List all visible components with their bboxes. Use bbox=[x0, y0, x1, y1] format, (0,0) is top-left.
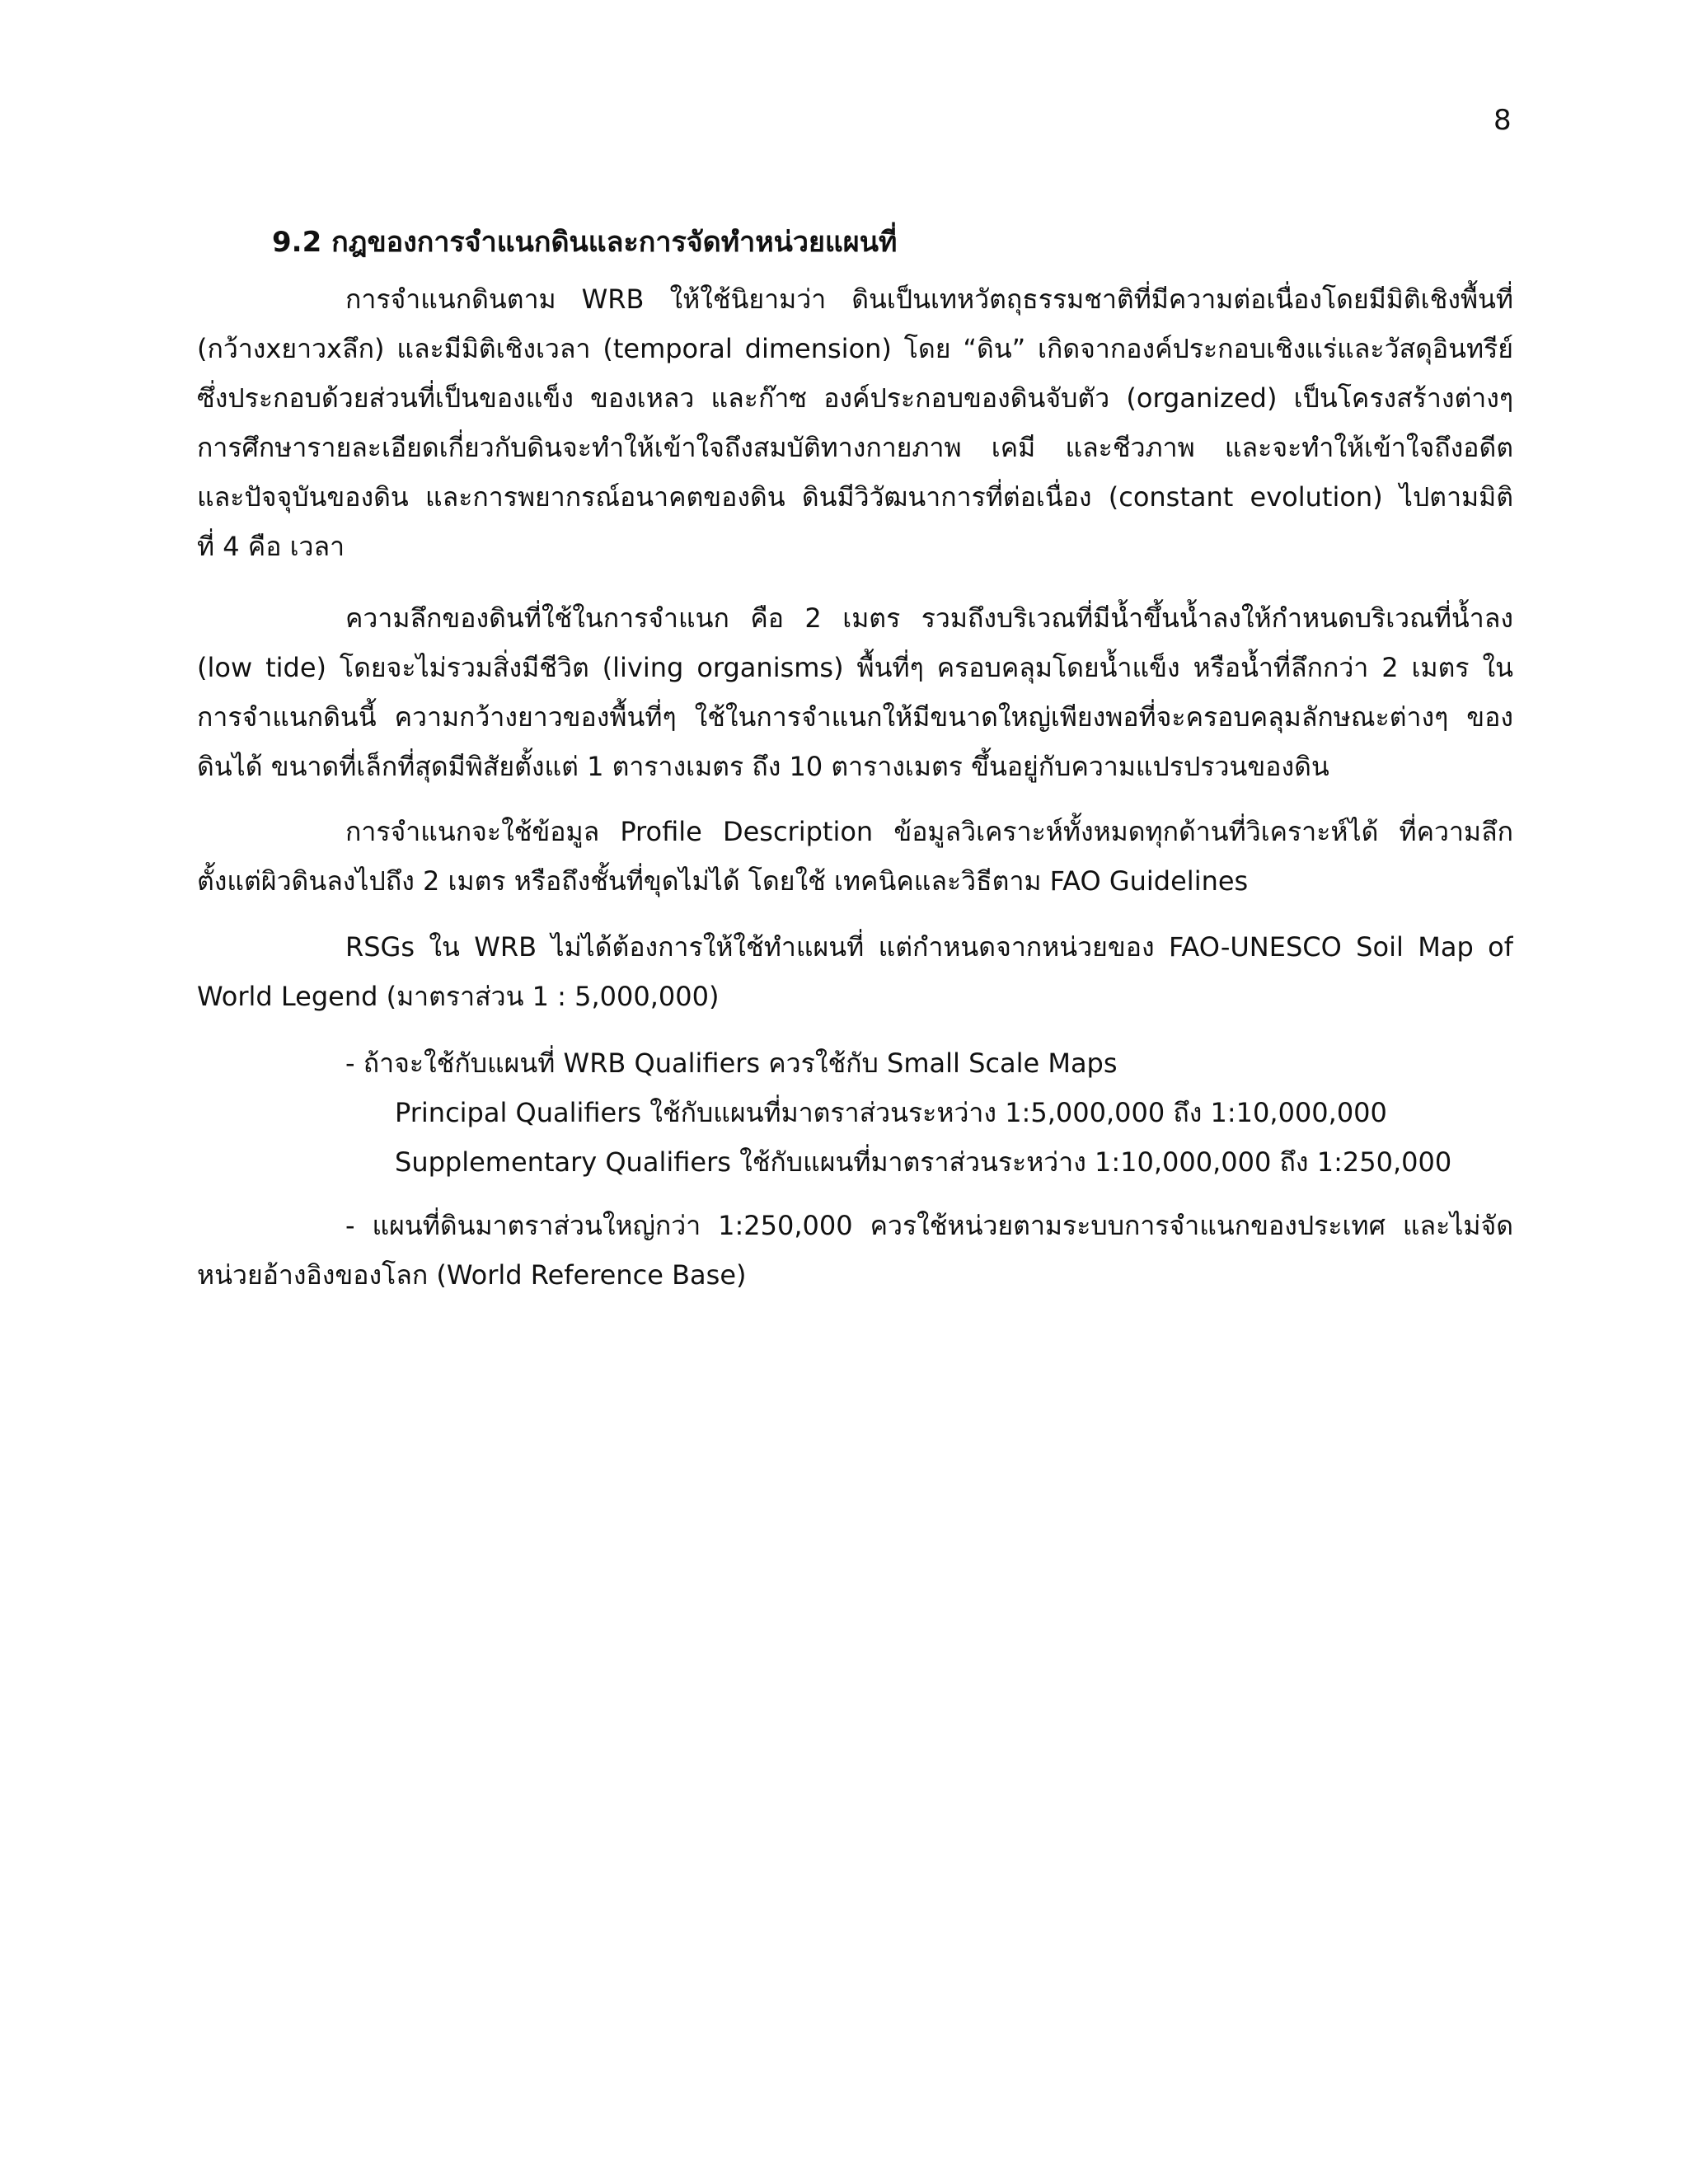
list-wrb-qualifiers bbox=[197, 1038, 1513, 1187]
text-line: การศึกษารายละเอียดเกี่ยวกับดินจะทำให้เข้าใจถึงสมบัติทางกายภาพ เคมี และชีวภาพ และจะทำให้เข้าใจถึงอดีต bbox=[197, 432, 1513, 463]
paragraph-wrb-definition bbox=[197, 274, 1513, 571]
section-heading: 9.2 กฎของการจำแนกดินและการจัดทำหน่วยแผนที่ bbox=[272, 226, 898, 259]
text-line: ที่ 4 คือ เวลา bbox=[197, 531, 345, 562]
list-item: - ถ้าจะใช้กับแผนที่ WRB Qualifiers ควรใช้กับ Small Scale Maps bbox=[345, 1047, 1118, 1079]
text-line: ความลึกของดินที่ใช้ในการจำแนก คือ 2 เมตร รวมถึงบริเวณที่มีน้ำขึ้นน้ำลงให้กำหนดบริเวณที่น้ำลง bbox=[345, 602, 1513, 634]
text-line: การจำแนกดินนี้ ความกว้างยาวของพื้นที่ๆ ใช้ในการจำแนกให้มีขนาดใหญ่เพียงพอที่จะครอบคลุมลักษณะต่างๆ ของ bbox=[197, 701, 1513, 733]
text-line: การจำแนกจะใช้ข้อมูล Profile Description ข้อมูลวิเคราะห์ทั้งหมดทุกด้านที่วิเคราะห์ได้ ที่ความลึก bbox=[345, 816, 1513, 847]
paragraph-rsgs bbox=[197, 922, 1513, 1021]
page-number: 8 bbox=[1493, 104, 1512, 137]
text-line: หน่วยอ้างอิงของโลก (World Reference Base) bbox=[197, 1259, 747, 1291]
list-item: - แผนที่ดินมาตราส่วนใหญ่กว่า 1:250,000 ควรใช้หน่วยตามระบบการจำแนกของประเทศ และไม่จัด bbox=[345, 1210, 1513, 1241]
text-line: และปัจจุบันของดิน และการพยากรณ์อนาคตของดิน ดินมีวิวัฒนาการที่ต่อเนื่อง (constant evolution) ไปตามมิติ bbox=[197, 481, 1513, 513]
text-line: RSGs ใน WRB ไม่ได้ต้องการให้ใช้ทำแผนที่ แต่กำหนดจากหน่วยของ FAO-UNESCO Soil Map of bbox=[345, 931, 1513, 963]
paragraph-profile-description bbox=[197, 807, 1513, 906]
text-line: (กว้างxยาวxลึก) และมีมิติเชิงเวลา (temporal dimension) โดย “ดิน” เกิดจากองค์ประกอบเชิงแร่และวัสดุอินทรีย์ bbox=[197, 333, 1513, 364]
list-subitem: Principal Qualifiers ใช้กับแผนที่มาตราส่วนระหว่าง 1:5,000,000 ถึง 1:10,000,000 bbox=[395, 1097, 1387, 1128]
text-line: การจำแนกดินตาม WRB ให้ใช้นิยามว่า ดินเป็นเทหวัตถุธรรมชาติที่มีความต่อเนื่องโดยมีมิติเชิงพื้นที่ bbox=[345, 284, 1513, 315]
text-line: ซึ่งประกอบด้วยส่วนที่เป็นของแข็ง ของเหลว และก๊าซ องค์ประกอบของดินจับตัว (organized) เป็นโครงสร้างต่างๆ bbox=[197, 382, 1513, 414]
text-line: ดินได้ ขนาดที่เล็กที่สุดมีพิสัยตั้งแต่ 1 ตารางเมตร ถึง 10 ตารางเมตร ขึ้นอยู่กับความแปรปรวนของดิน bbox=[197, 751, 1329, 782]
text-line: (low tide) โดยจะไม่รวมสิ่งมีชีวิต (living organisms) พื้นที่ๆ ครอบคลุมโดยน้ำแข็ง หรือน้ำที่ลึกกว่า 2 เมตร ใน bbox=[197, 652, 1513, 683]
list-large-scale-maps bbox=[197, 1201, 1513, 1300]
text-line: ตั้งแต่ผิวดินลงไปถึง 2 เมตร หรือถึงชั้นที่ขุดไม่ได้ โดยใช้ เทคนิคและวิธีตาม FAO Guidelines bbox=[197, 865, 1249, 897]
list-subitem: Supplementary Qualifiers ใช้กับแผนที่มาตราส่วนระหว่าง 1:10,000,000 ถึง 1:250,000 bbox=[395, 1146, 1452, 1178]
paragraph-soil-depth bbox=[197, 593, 1513, 791]
text-line: World Legend (มาตราส่วน 1 : 5,000,000) bbox=[197, 981, 720, 1012]
